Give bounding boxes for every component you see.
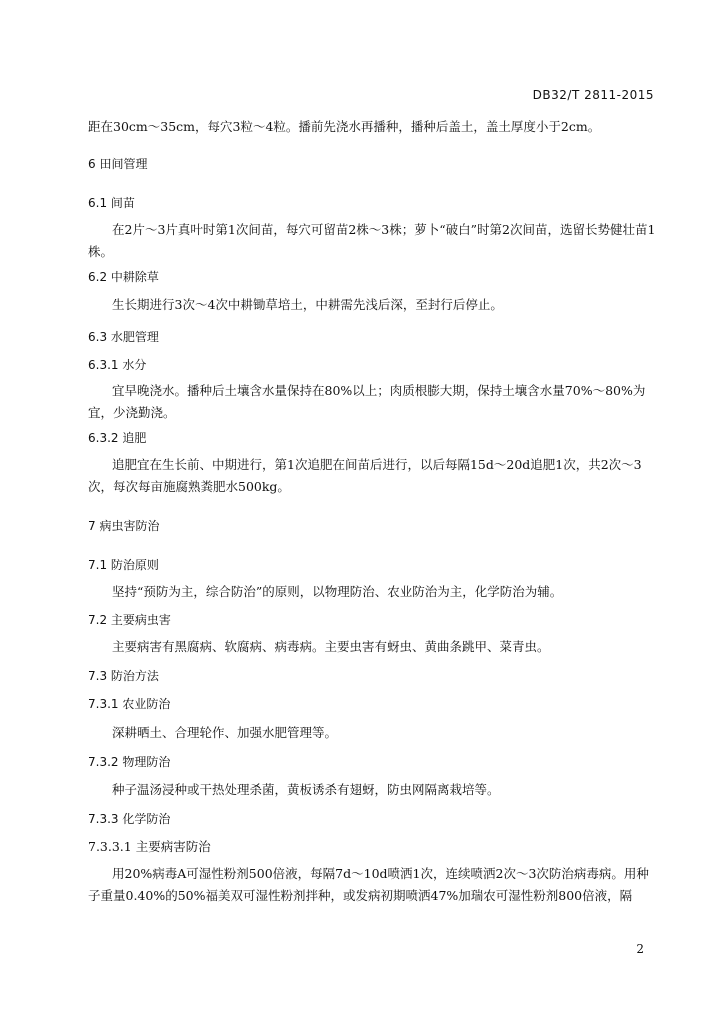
body-paragraph: 追肥宜在生长前、中期进行，第1次追肥在间苗后进行，以后每隔15d～20d追肥1次，共2次～3次，每次每亩施腐熟粪肥水500kg。 [88,457,642,494]
section-heading-7-3-2: 7.3.2 物理防治 [88,755,171,769]
section-heading-7-3-3-1: 7.3.3.1 主要病害防治 [88,839,211,854]
body-paragraph: 距在30cm～35cm，每穴3粒～4粒。播前先浇水再播种，播种后盖土，盖土厚度小于2cm。 [88,119,601,134]
body-paragraph: 种子温汤浸种或干热处理杀菌，黄板诱杀有翅蚜，防虫网隔离栽培等。 [112,782,500,797]
section-heading-7-3-1: 7.3.1 农业防治 [88,697,171,711]
doc-header-number: DB32/T 2811-2015 [532,88,654,102]
body-paragraph: 主要病害有黑腐病、软腐病、病毒病。主要虫害有蚜虫、黄曲条跳甲、菜青虫。 [112,639,550,654]
section-heading-6-3: 6.3 水肥管理 [88,330,159,344]
section-heading-6-1: 6.1 间苗 [88,196,135,210]
section-heading-7-1: 7.1 防治原则 [88,558,159,572]
section-heading-7-3: 7.3 防治方法 [88,669,159,683]
section-heading-7: 7 病虫害防治 [88,519,160,533]
body-paragraph: 用20%病毒A可湿性粉剂500倍液，每隔7d～10d喷洒1次，连续喷洒2次～3次防治病毒病。用种子重量0.40%的50%福美双可湿性粉剂拌种，或发病初期喷洒47%加瑞农可湿性粉剂800倍液，隔 [88,866,649,903]
section-heading-6-2: 6.2 中耕除草 [88,270,159,284]
body-paragraph: 坚持“预防为主，综合防治”的原则，以物理防治、农业防治为主，化学防治为辅。 [112,584,563,599]
body-paragraph: 深耕晒土、合理轮作、加强水肥管理等。 [112,725,338,740]
section-heading-7-3-3: 7.3.3 化学防治 [88,812,171,826]
page-number: 2 [636,942,644,956]
section-heading-7-2: 7.2 主要病虫害 [88,613,171,627]
body-paragraph: 宜早晚浇水。播种后土壤含水量保持在80%以上；肉质根膨大期，保持土壤含水量70%～80%为宜，少浇勤浇。 [88,383,646,420]
section-heading-6: 6 田间管理 [88,157,148,171]
section-heading-6-3-1: 6.3.1 水分 [88,358,147,372]
body-paragraph: 生长期进行3次～4次中耕锄草培土，中耕需先浅后深，至封行后停止。 [112,297,503,312]
body-paragraph: 在2片～3片真叶时第1次间苗，每穴可留苗2株～3株；萝卜“破白”时第2次间苗，选留长势健壮苗1株。 [88,222,656,259]
section-heading-6-3-2: 6.3.2 追肥 [88,431,147,445]
